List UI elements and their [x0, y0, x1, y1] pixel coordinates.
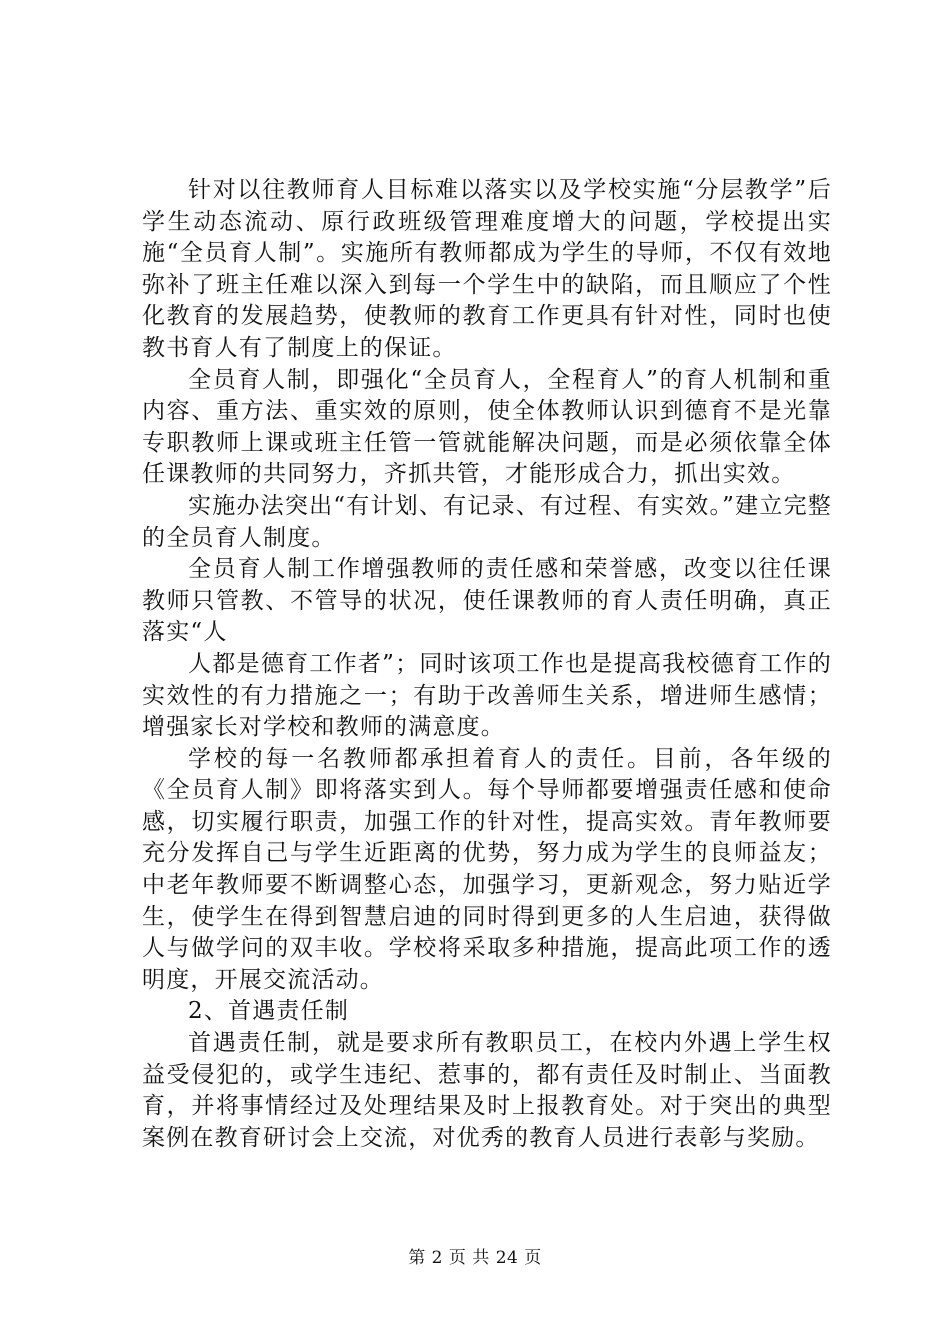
- page-footer: 第 2 页 共 24 页: [408, 1248, 542, 1268]
- paragraph-7: 首遇责任制，就是要求所有教职员工，在校内外遇上学生权益受侵犯的，或学生违纪、惹事的，都有责任及时制止、当面教育，并将事情经过及处理结果及时上报教育处。对于突出的典型案例在教育研讨会上交流，对优秀的教育人员进行表彰与奖励。: [142, 1030, 832, 1151]
- section-heading: 2、首遇责任制: [188, 998, 350, 1025]
- paragraph-2: 全员育人制，即强化“全员育人，全程育人”的育人机制和重内容、重方法、重实效的原则，使全体教师认识到德育不是光靠专职教师上课或班主任管一管就能解决问题，而是必须依靠全体任课教师的共同努力，齐抓共管，才能形成合力，抓出实效。: [142, 366, 832, 488]
- paragraph-1: 针对以往教师育人目标难以落实以及学校实施“分层教学”后学生动态流动、原行政班级管理难度增大的问题，学校提出实施“全员育人制”。实施所有教师都成为学生的导师，不仅有效地弥补了班主任难以深入到每一个学生中的缺陷，而且顺应了个性化教育的发展趋势，使教师的教育工作更具有针对性，同时也使教书育人有了制度上的保证。: [142, 177, 832, 361]
- paragraph-4: 全员育人制工作增强教师的责任感和荣誉感，改变以往任课教师只管教、不管导的状况，使任课教师的育人责任明确，真正落实“人: [142, 556, 832, 646]
- paragraph-3: 实施办法突出“有计划、有记录、有过程、有实效。”建立完整的全员育人制度。: [142, 492, 832, 551]
- paragraph-5: 人都是德育工作者”；同时该项工作也是提高我校德育工作的实效性的有力措施之一；有助于改善师生关系，增进师生感情；增强家长对学校和教师的满意度。: [142, 650, 832, 741]
- document-body: [142, 175, 832, 1154]
- paragraph-6: 学校的每一名教师都承担着育人的责任。目前，各年级的《全员育人制》即将落实到人。每个导师都要增强责任感和使命感，切实履行职责，加强工作的针对性，提高实效。青年教师要充分发挥自己与学生近距离的优势，努力成为学生的良师益友；中老年教师要不断调整心态，加强学习，更新观念，努力贴近学生，使学生在得到智慧启迪的同时得到更多的人生启迪，获得做人与做学问的双丰收。学校将采取多种措施，提高此项工作的透明度，开展交流活动。: [142, 745, 832, 993]
